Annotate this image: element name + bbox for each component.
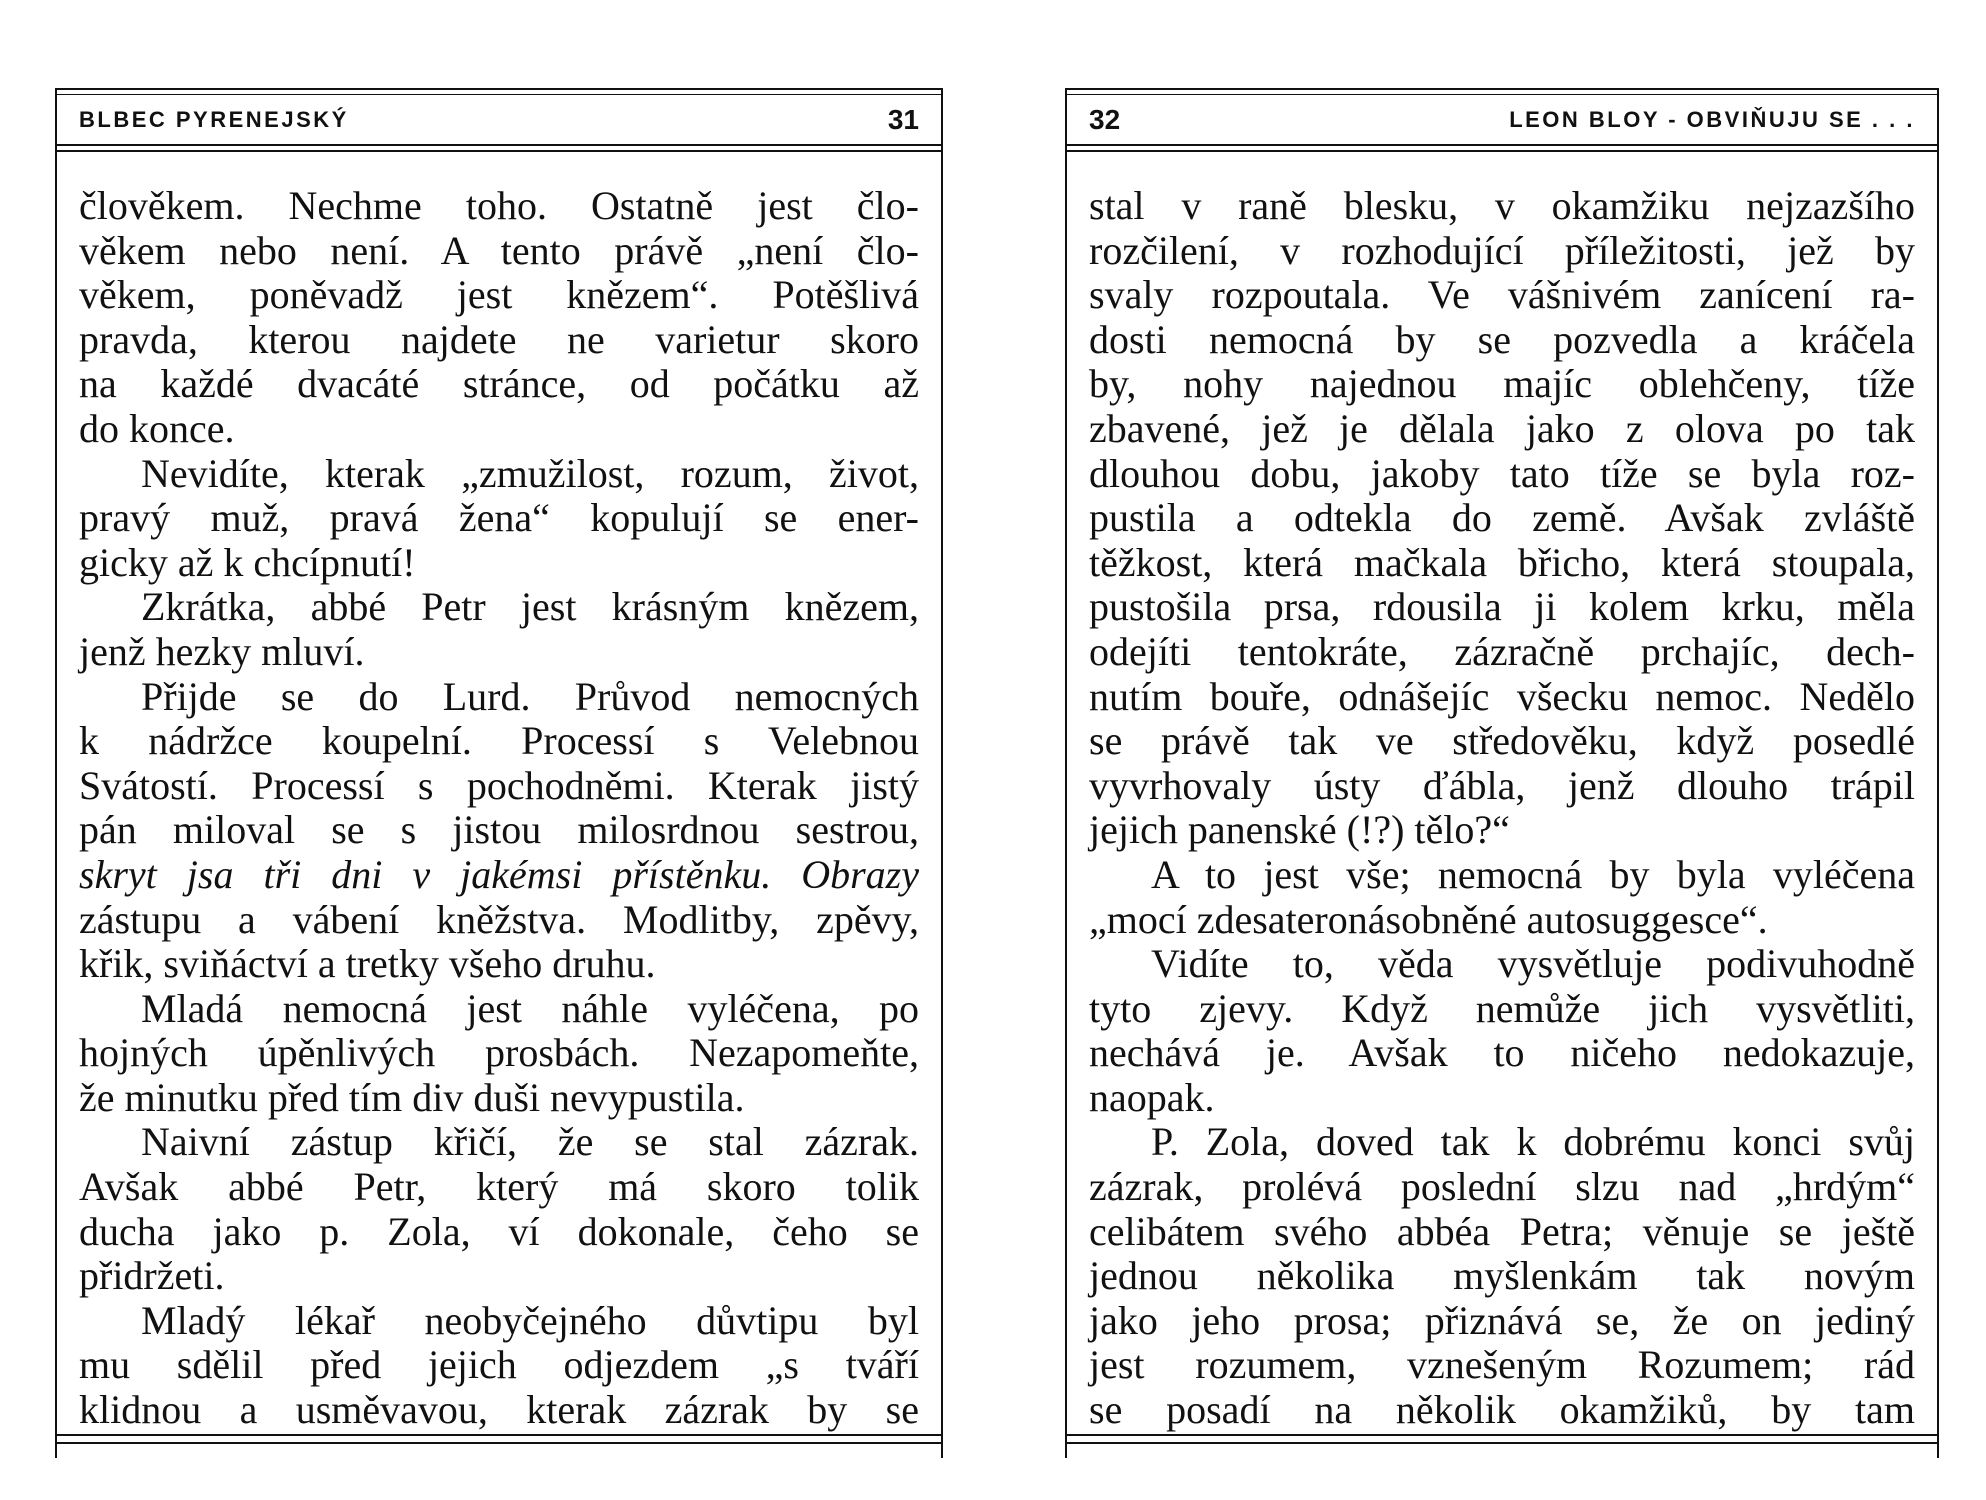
text-line: pravda, kterou najdete ne varietur skoro — [79, 316, 919, 362]
text-line: Vidíte to, věda vysvětluje podivuhodně — [1151, 941, 1915, 987]
text-line: naopak. — [1089, 1074, 1215, 1120]
running-head — [57, 100, 941, 140]
page-number: 32 — [1089, 104, 1121, 135]
text-line: vyvrhovaly ústy ďábla, jenž dlouho trápil — [1089, 762, 1915, 808]
text-line: „mocí zdesateronásobněné autosuggesce“. — [1089, 896, 1768, 942]
text-line: těžkost, která mačkala břicho, která stoupala, — [1089, 539, 1915, 585]
text-line: zázrak, prolévá poslední slzu nad „hrdým“ — [1089, 1164, 1915, 1210]
text-line: Naivní zástup křičí, že se stal zázrak. — [141, 1119, 919, 1165]
text-line: P. Zola, doved tak k dobrému konci svůj — [1151, 1119, 1915, 1165]
top-rule-inner — [57, 94, 941, 95]
header-rule-lower — [1067, 150, 1937, 152]
text-line: hojných úpěnlivých prosbách. Nezapomeňte, — [79, 1030, 919, 1076]
text-line: dosti nemocná by se pozvedla a kráčela — [1089, 316, 1915, 362]
bottom-rule — [1067, 1434, 1937, 1436]
text-line: jejich panenské (!?) tělo?“ — [1089, 807, 1510, 853]
text-line: se právě tak ve středověku, když posedlé — [1089, 718, 1915, 764]
text-line: že minutku před tím div duši nevypustila. — [79, 1074, 745, 1120]
text-line: Avšak abbé Petr, který má skoro tolik — [79, 1164, 919, 1210]
text-line: jenž hezky mluví. — [79, 628, 365, 674]
text-line: Zkrátka, abbé Petr jest krásným knězem, — [141, 584, 919, 630]
text-line: nechává je. Avšak to ničeho nedokazuje, — [1089, 1030, 1915, 1076]
text-line: do konce. — [79, 405, 235, 451]
page-number: 31 — [887, 104, 919, 135]
text-line: Mladá nemocná jest náhle vyléčena, po — [141, 985, 919, 1031]
text-line: člověkem. Nechme toho. Ostatně jest člo- — [79, 183, 919, 228]
running-head — [1067, 100, 1937, 140]
text-line: odejíti tentokráte, zázračně prchajíc, dech- — [1089, 628, 1915, 674]
top-rule — [57, 88, 941, 90]
bottom-rule-lower — [57, 1442, 941, 1444]
text-line: pustila a odtekla do země. Avšak zvláště — [1089, 495, 1915, 541]
text-line: k nádržce koupelní. Processí s Velebnou — [79, 718, 919, 764]
page-body-text — [1089, 184, 1915, 1433]
text-line: mu sdělil před jejich odjezdem „s tváří — [79, 1342, 919, 1388]
top-rule — [1067, 88, 1937, 90]
text-line: skryt jsa tři dni v jakémsi přístěnku. Obrazy — [79, 851, 919, 897]
text-line: stal v raně blesku, v okamžiku nejzazšího — [1089, 183, 1915, 228]
text-line: Přijde se do Lurd. Průvod nemocných — [141, 673, 919, 719]
text-line: Svátostí. Processí s pochodněmi. Kterak jistý — [79, 762, 919, 808]
top-rule-inner — [1067, 94, 1937, 95]
text-line: nutím bouře, odnášejíc všecku nemoc. Nedělo — [1089, 673, 1915, 719]
text-line: A to jest vše; nemocná by byla vyléčena — [1151, 851, 1915, 897]
text-line: jako jeho prosa; přiznává se, že on jediný — [1089, 1297, 1915, 1343]
text-line: pán miloval se s jistou milosrdnou sestrou, — [79, 807, 919, 853]
text-line: se posadí na několik okamžiků, by tam — [1089, 1387, 1915, 1433]
text-line: svaly rozpoutala. Ve vášnivém zanícení ra- — [1089, 272, 1915, 318]
text-line: zástupu a vábení kněžstva. Modlitby, zpěvy, — [79, 896, 919, 942]
text-line: pustošila prsa, rdousila ji kolem krku, měla — [1089, 584, 1915, 630]
text-line: Nevidíte, kterak „zmužilost, rozum, život, — [141, 450, 919, 496]
left-page — [55, 88, 943, 1458]
bottom-rule-lower — [1067, 1442, 1937, 1444]
text-line: by, nohy najednou majíc oblehčeny, tíže — [1089, 361, 1915, 407]
text-line: dlouhou dobu, jakoby tato tíže se byla roz- — [1089, 450, 1915, 496]
text-line: tyto zjevy. Když nemůže jich vysvětliti, — [1089, 985, 1915, 1031]
page-body-text — [79, 184, 919, 1433]
text-line: zbavené, jež je dělala jako z olova po tak — [1089, 405, 1915, 451]
text-line: věkem nebo není. A tento právě „není člo- — [79, 227, 919, 273]
header-rule — [1067, 144, 1937, 146]
right-page — [1065, 88, 1939, 1458]
header-rule-lower — [57, 150, 941, 152]
running-title: BLBEC PYRENEJSKÝ — [79, 107, 349, 132]
text-line: jednou několika myšlenkám tak novým — [1089, 1253, 1915, 1299]
text-line: jest rozumem, vznešeným Rozumem; rád — [1089, 1342, 1915, 1388]
text-line: na každé dvacáté stránce, od počátku až — [79, 361, 919, 407]
text-line: Mladý lékař neobyčejného důvtipu byl — [141, 1297, 919, 1343]
text-line: věkem, poněvadž jest knězem“. Potěšlivá — [79, 272, 919, 318]
header-rule — [57, 144, 941, 146]
text-line: přidržeti. — [79, 1253, 225, 1299]
text-line: klidnou a usměvavou, kterak zázrak by se — [79, 1387, 919, 1433]
text-line: ducha jako p. Zola, ví dokonale, čeho se — [79, 1208, 919, 1254]
text-line: gicky až k chcípnutí! — [79, 539, 416, 585]
bottom-rule — [57, 1434, 941, 1436]
running-title: LEON BLOY - OBVIŇUJU SE . . . — [1509, 107, 1915, 132]
text-line: celibátem svého abbéa Petra; věnuje se ještě — [1089, 1208, 1915, 1254]
text-line: pravý muž, pravá žena“ kopulují se ener- — [79, 495, 919, 541]
text-line: křik, sviňáctví a tretky všeho druhu. — [79, 941, 656, 987]
text-line: rozčilení, v rozhodující příležitosti, jež by — [1089, 227, 1915, 273]
